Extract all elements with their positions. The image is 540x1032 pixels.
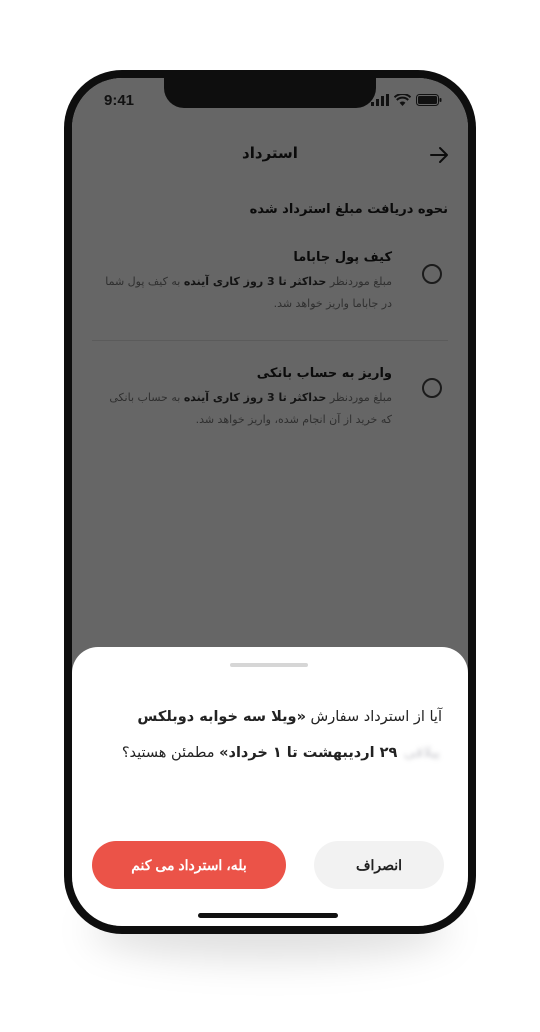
phone-frame xyxy=(64,70,476,934)
confirm-message: آیا از استرداد سفارش «ویلا سه خوابه دوبلکس ییلاقی ۲۹ اردیبهشت تا ۱ خرداد» مطمئن هستید؟ xyxy=(121,709,442,761)
status-time: 9:41 xyxy=(104,92,135,109)
screen xyxy=(72,78,468,926)
blurred-text: ییلاقی xyxy=(403,745,440,761)
home-indicator xyxy=(198,913,338,918)
confirm-refund-button[interactable]: بله، استرداد می کنم xyxy=(92,841,286,889)
notch xyxy=(164,78,376,108)
wifi-icon xyxy=(394,94,411,106)
status-icons xyxy=(371,94,442,106)
confirm-bottom-sheet xyxy=(72,647,468,926)
sheet-handle[interactable] xyxy=(230,663,308,667)
cancel-button[interactable]: انصراف xyxy=(314,841,444,889)
battery-icon xyxy=(416,94,442,106)
